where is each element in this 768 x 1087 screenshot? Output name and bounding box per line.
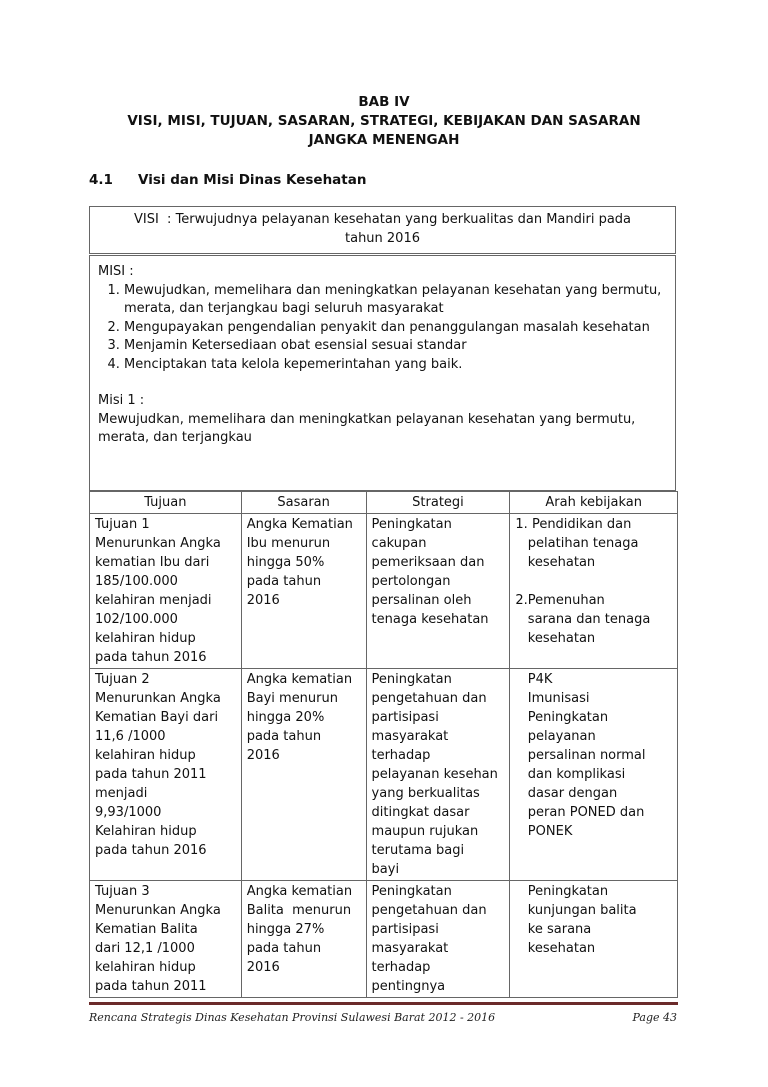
- cell-sasaran: [241, 514, 366, 669]
- cell-line: Angka kematian: [246, 672, 353, 687]
- cell-strategi: [366, 881, 510, 998]
- cell-line: 1. Pendidikan dan: [515, 517, 632, 532]
- cell-line: 2.Pemenuhan: [515, 593, 605, 608]
- cell-line: Menurunkan Angka: [95, 691, 221, 706]
- cell-line: Peningkatan: [371, 884, 452, 899]
- cell-line: pentingnya: [371, 979, 446, 994]
- visi-line1: VISI : Terwujudnya pelayanan kesehatan yang berkualitas dan Mandiri pada: [133, 212, 631, 227]
- cell-line: hingga 50%: [246, 555, 325, 570]
- cell-line: dasar dengan: [515, 786, 618, 801]
- header-arah-kebijakan: Arah kebijakan: [510, 492, 678, 514]
- cell-line: masyarakat: [371, 729, 449, 744]
- cell-line: hingga 27%: [246, 922, 325, 937]
- cell-line: pengetahuan dan: [371, 691, 487, 706]
- misi-box: [89, 255, 676, 491]
- cell-line: persalinan normal: [515, 748, 646, 763]
- misi-item: 4. Menciptakan tata kelola kepemerintahan yang baik.: [124, 356, 667, 375]
- chapter-title-line1: VISI, MISI, TUJUAN, SASARAN, STRATEGI, KEBIJAKAN DAN SASARAN: [127, 113, 641, 129]
- cell-line: 2016: [246, 748, 280, 763]
- misi-list: [98, 282, 667, 375]
- cell-line: Bayi menurun: [246, 691, 338, 706]
- cell-line: pada tahun: [246, 941, 322, 956]
- cell-tujuan: [90, 669, 242, 881]
- cell-line: P4K: [515, 672, 553, 687]
- cell-line: Menurunkan Angka: [95, 903, 221, 918]
- cell-line: Tujuan 3: [95, 884, 150, 899]
- cell-line: persalinan oleh: [371, 593, 472, 608]
- cell-line: terhadap: [371, 748, 431, 763]
- cell-line: Ibu menurun: [246, 536, 331, 551]
- cell-line: ke sarana: [515, 922, 592, 937]
- cell-line: Menurunkan Angka: [95, 536, 221, 551]
- cell-line: kelahiran hidup: [95, 960, 196, 975]
- section-title: Visi dan Misi Dinas Kesehatan: [138, 172, 367, 188]
- cell-line: tenaga kesehatan: [371, 612, 489, 627]
- cell-line: hingga 20%: [246, 710, 325, 725]
- cell-line: pelayanan kesehan: [371, 767, 498, 782]
- cell-tujuan: [90, 514, 242, 669]
- cell-line: pada tahun 2016: [95, 650, 207, 665]
- cell-line: Angka Kematian: [246, 517, 353, 532]
- cell-line: kelahiran hidup: [95, 631, 196, 646]
- cell-line: Kematian Bayi dari: [95, 710, 219, 725]
- cell-line: pada tahun 2011: [95, 979, 207, 994]
- cell-line: sarana dan tenaga: [515, 612, 651, 627]
- footer-divider: [89, 1002, 678, 1005]
- cell-line: 11,6 /1000: [95, 729, 166, 744]
- cell-line: Kelahiran hidup: [95, 824, 197, 839]
- cell-line: Tujuan 1: [95, 517, 150, 532]
- footer-document-title: Rencana Strategis Dinas Kesehatan Provinsi Sulawesi Barat 2012 - 2016: [89, 1011, 496, 1024]
- cell-line: Peningkatan: [371, 517, 452, 532]
- cell-line: Peningkatan: [371, 672, 452, 687]
- table-row: [90, 881, 678, 998]
- cell-arah: [510, 881, 678, 998]
- misi1-text: Mewujudkan, memelihara dan meningkatkan pelayanan kesehatan yang bermutu, merata, dan terjangkau: [98, 411, 636, 445]
- cell-line: pada tahun 2011: [95, 767, 207, 782]
- cell-line: Peningkatan: [515, 884, 609, 899]
- cell-line: pada tahun: [246, 729, 322, 744]
- cell-line: pada tahun: [246, 574, 322, 589]
- section-number: 4.1: [89, 172, 113, 188]
- cell-line: ditingkat dasar: [371, 805, 470, 820]
- chapter-label: BAB IV: [358, 94, 410, 110]
- cell-line: dari 12,1 /1000: [95, 941, 195, 956]
- cell-line: terhadap: [371, 960, 431, 975]
- section-heading: [89, 172, 366, 188]
- cell-line: Balita menurun: [246, 903, 352, 918]
- goals-table: [89, 491, 678, 998]
- misi-item: 3. Menjamin Ketersediaan obat esensial sesuai standar: [124, 337, 667, 356]
- cell-line: pelatihan tenaga: [515, 536, 639, 551]
- footer-page-number: Page 43: [632, 1011, 677, 1024]
- cell-line: Peningkatan: [515, 710, 609, 725]
- cell-arah: [510, 669, 678, 881]
- cell-line: pemeriksaan dan: [371, 555, 485, 570]
- cell-line: kesehatan: [515, 941, 596, 956]
- cell-line: kesehatan: [515, 555, 596, 570]
- cell-line: pertolongan: [371, 574, 451, 589]
- misi-label: MISI :: [98, 264, 134, 279]
- header-strategi: Strategi: [366, 492, 510, 514]
- cell-line: partisipasi: [371, 922, 439, 937]
- cell-line: PONEK: [515, 824, 573, 839]
- cell-line: cakupan: [371, 536, 427, 551]
- cell-line: kunjungan balita: [515, 903, 637, 918]
- cell-line: 2016: [246, 593, 280, 608]
- misi1-label: Misi 1 :: [98, 393, 145, 408]
- cell-line: Tujuan 2: [95, 672, 150, 687]
- cell-sasaran: [241, 669, 366, 881]
- cell-line: Angka kematian: [246, 884, 353, 899]
- cell-line: 102/100.000: [95, 612, 178, 627]
- cell-line: Imunisasi: [515, 691, 590, 706]
- cell-line: kelahiran hidup: [95, 748, 196, 763]
- misi-item: 2. Mengupayakan pengendalian penyakit dan penanggulangan masalah kesehatan: [124, 319, 667, 338]
- cell-tujuan: [90, 881, 242, 998]
- cell-line: terutama bagi: [371, 843, 465, 858]
- visi-box: [89, 206, 676, 254]
- cell-sasaran: [241, 881, 366, 998]
- cell-line: pelayanan: [515, 729, 596, 744]
- cell-line: masyarakat: [371, 941, 449, 956]
- cell-line: 2016: [246, 960, 280, 975]
- header-tujuan: Tujuan: [90, 492, 242, 514]
- table-row: [90, 669, 678, 881]
- cell-line: menjadi: [95, 786, 148, 801]
- cell-line: Kematian Balita: [95, 922, 198, 937]
- cell-line: dan komplikasi: [515, 767, 626, 782]
- cell-line: peran PONED dan: [515, 805, 645, 820]
- cell-line: kematian Ibu dari: [95, 555, 210, 570]
- cell-line: kesehatan: [515, 631, 596, 646]
- cell-line: yang berkualitas: [371, 786, 480, 801]
- cell-line: bayi: [371, 862, 400, 877]
- header-sasaran: Sasaran: [241, 492, 366, 514]
- cell-arah: [510, 514, 678, 669]
- cell-line: partisipasi: [371, 710, 439, 725]
- cell-line: 185/100.000: [95, 574, 178, 589]
- misi-item: 1. Mewujudkan, memelihara dan meningkatkan pelayanan kesehatan yang bermutu, merata, dan terjangkau bagi seluruh masyarakat: [124, 282, 667, 319]
- cell-strategi: [366, 669, 510, 881]
- visi-line2: tahun 2016: [345, 231, 420, 246]
- cell-line: 9,93/1000: [95, 805, 162, 820]
- cell-line: [515, 572, 672, 591]
- cell-line: kelahiran menjadi: [95, 593, 212, 608]
- cell-line: maupun rujukan: [371, 824, 479, 839]
- cell-line: pengetahuan dan: [371, 903, 487, 918]
- cell-line: pada tahun 2016: [95, 843, 207, 858]
- table-row: [90, 514, 678, 669]
- chapter-title-line2: JANGKA MENENGAH: [308, 132, 460, 148]
- cell-strategi: [366, 514, 510, 669]
